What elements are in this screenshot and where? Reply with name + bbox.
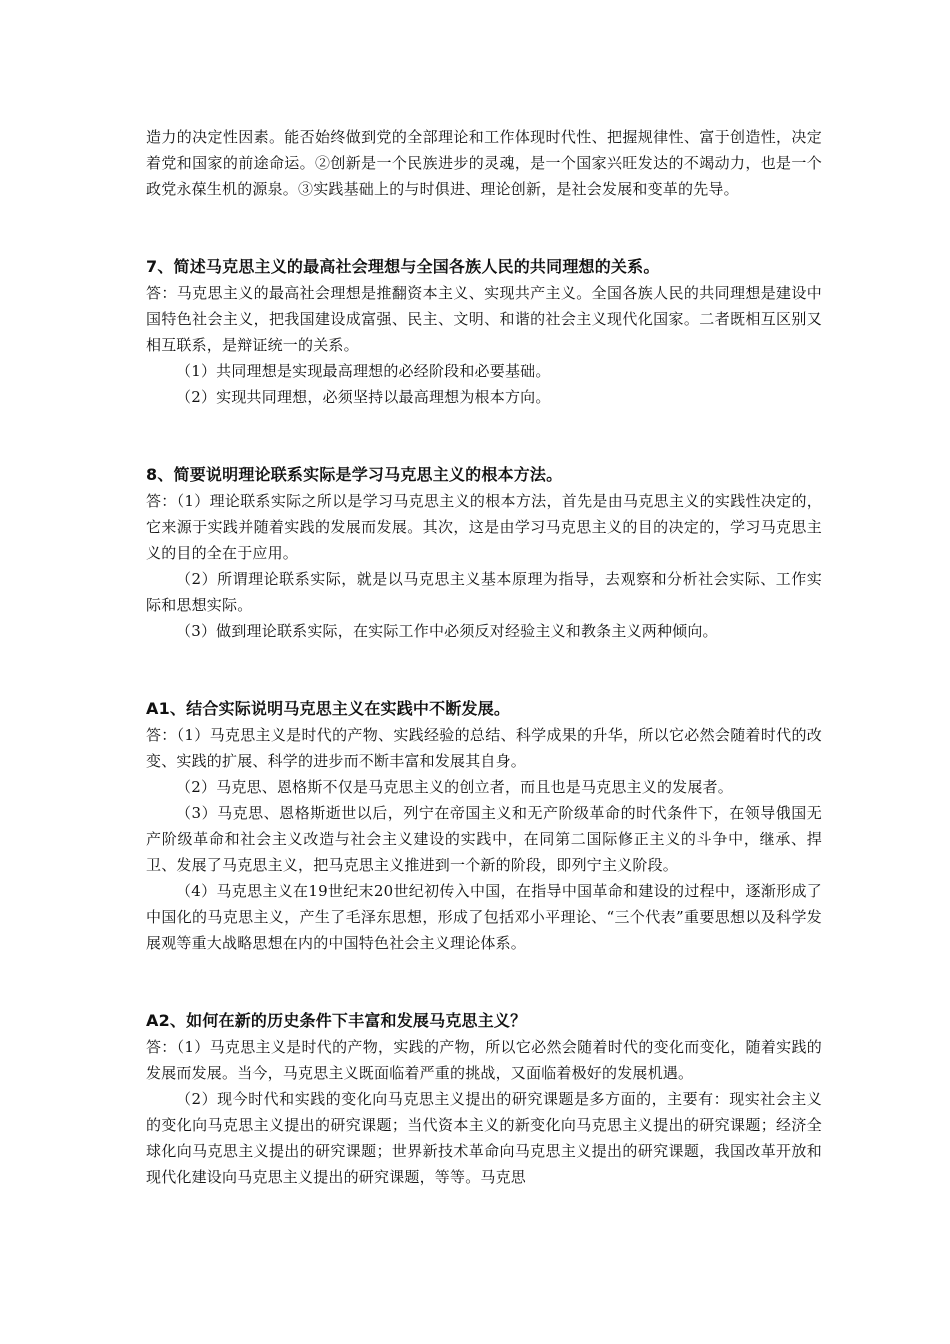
answer-point: （2）所谓理论联系实际，就是以马克思主义基本原理为指导，去观察和分析社会实际、工作实际和思想实际。 xyxy=(146,570,822,614)
question-section-a1 xyxy=(146,696,822,956)
document-page xyxy=(146,124,822,1190)
answer-paragraph: 答：马克思主义的最高社会理想是推翻资本主义、实现共产主义。全国各族人民的共同理想是建设中国特色社会主义，把我国建设成富强、民主、文明、和谐的社会主义现代化国家。二者既相互区别又相互联系，是辩证统一的关系。 xyxy=(146,284,822,354)
section-gap xyxy=(146,956,822,1008)
section-gap xyxy=(146,410,822,462)
answer-paragraph: 答：（1）马克思主义是时代的产物，实践的产物，所以它必然会随着时代的变化而变化，随着实践的发展而发展。当今，马克思主义既面临着严重的挑战，又面临着极好的发展机遇。 xyxy=(146,1038,822,1082)
question-section-a2 xyxy=(146,1008,822,1190)
answer-point: （2）马克思、恩格斯不仅是马克思主义的创立者，而且也是马克思主义的发展者。 xyxy=(176,778,733,796)
answer-point: （3）做到理论联系实际，在实际工作中必须反对经验主义和教条主义两种倾向。 xyxy=(176,622,718,640)
answer-point: （4）马克思主义在19世纪末20世纪初传入中国，在指导中国革命和建设的过程中，逐渐形成了中国化的马克思主义，产生了毛泽东思想，形成了包括邓小平理论、“三个代表”重要思想以及科学发展观等重大战略思想在内的中国特色社会主义理论体系。 xyxy=(146,882,822,952)
section-gap xyxy=(146,644,822,696)
question-section-8 xyxy=(146,462,822,644)
section-gap xyxy=(146,202,822,254)
question-heading-8: 8、简要说明理论联系实际是学习马克思主义的根本方法。 xyxy=(146,465,563,484)
answer-point: （1）共同理想是实现最高理想的必经阶段和必要基础。 xyxy=(176,362,551,380)
question-heading-a1: A1、结合实际说明马克思主义在实践中不断发展。 xyxy=(146,699,511,718)
answer-point: （3）马克思、恩格斯逝世以后，列宁在帝国主义和无产阶级革命的时代条件下，在领导俄国无产阶级革命和社会主义改造与社会主义建设的实践中，在同第二国际修正主义的斗争中，继承、捍卫、发展了马克思主义，把马克思主义推进到一个新的阶段，即列宁主义阶段。 xyxy=(146,804,822,874)
question-heading-a2: A2、如何在新的历史条件下丰富和发展马克思主义？ xyxy=(146,1011,527,1030)
answer-paragraph: 答：（1）马克思主义是时代的产物、实践经验的总结、科学成果的升华，所以它必然会随着时代的改变、实践的扩展、科学的进步而不断丰富和发展其自身。 xyxy=(146,726,822,770)
question-section-7 xyxy=(146,254,822,410)
answer-paragraph: 答：（1）理论联系实际之所以是学习马克思主义的根本方法，首先是由马克思主义的实践性决定的，它来源于实践并随着实践的发展而发展。其次，这是由学习马克思主义的目的决定的，学习马克思主义的目的全在于应用。 xyxy=(146,492,822,562)
answer-point: （2）实现共同理想，必须坚持以最高理想为根本方向。 xyxy=(176,388,551,406)
question-heading-7: 7、简述马克思主义的最高社会理想与全国各族人民的共同理想的关系。 xyxy=(146,257,660,276)
answer-point: （2）现今时代和实践的变化向马克思主义提出的研究课题是多方面的，主要有：现实社会主义的变化向马克思主义提出的研究课题；当代资本主义的新变化向马克思主义提出的研究课题；经济全球化向马克思主义提出的研究课题；世界新技术革命向马克思主义提出的研究课题，我国改革开放和现代化建设向马克思主义提出的研究课题，等等。马克思 xyxy=(146,1090,822,1186)
intro-paragraph: 造力的决定性因素。能否始终做到党的全部理论和工作体现时代性、把握规律性、富于创造性，决定着党和国家的前途命运。②创新是一个民族进步的灵魂，是一个国家兴旺发达的不竭动力，也是一个政党永葆生机的源泉。③实践基础上的与时俱进、理论创新，是社会发展和变革的先导。 xyxy=(146,128,822,198)
